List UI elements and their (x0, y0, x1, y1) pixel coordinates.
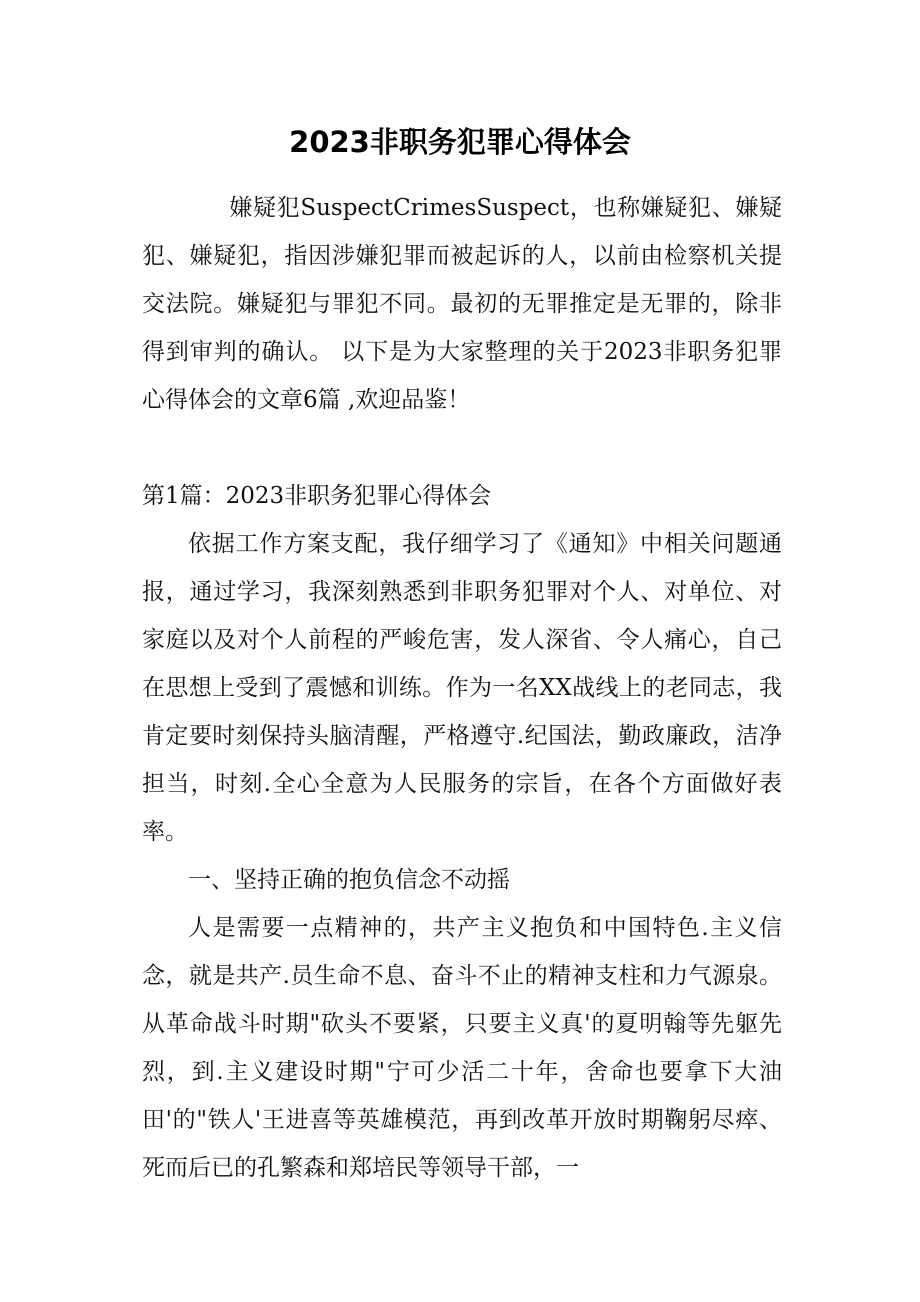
body-paragraph-1: 依据工作方案支配，我仔细学习了《通知》中相关问题通报，通过学习，我深刻熟悉到非职务犯罪对个人、对单位、对家庭以及对个人前程的严峻危害，发人深省、令人痛心，自己在思想上受到了震憾和训练。作为一名XX战线上的老同志，我肯定要时刻保持头脑清醒，严格遵守.纪国法，勤政廉政，洁净担当，时刻.全心全意为人民服务的宗旨，在各个方面做好表率。 (142, 531, 782, 845)
body-paragraph-2: 人是需要一点精神的，共产主义抱负和中国特色.主义信念，就是共产.员生命不息、奋斗不止的精神支柱和力气源泉。从革命战斗时期"砍头不要紧，只要主义真'的夏明翰等先躯先烈，到.主义建设时期"宁可少活二十年，舍命也要拿下大油田'的"铁人'王进喜等英雄模范，再到改革开放时期鞠躬尽瘁、死而后已的孔繁森和郑培民等领导干部，一 (142, 915, 782, 1181)
intro-paragraph: 嫌疑犯SuspectCrimesSuspect，也称嫌疑犯、嫌疑犯、嫌疑犯，指因涉嫌犯罪而被起诉的人，以前由检察机关提交法院。嫌疑犯与罪犯不同。最初的无罪推定是无罪的，除非得到审判的确认。 以下是为大家整理的关于2023非职务犯罪心得体会的文章6篇 ,欢迎品鉴！ (142, 195, 782, 413)
document-title: 2023非职务犯罪心得体会 (289, 125, 631, 159)
article-heading: 第1篇：2023非职务犯罪心得体会 (142, 483, 492, 509)
section-heading-1: 一、坚持正确的抱负信念不动摇 (188, 867, 510, 893)
